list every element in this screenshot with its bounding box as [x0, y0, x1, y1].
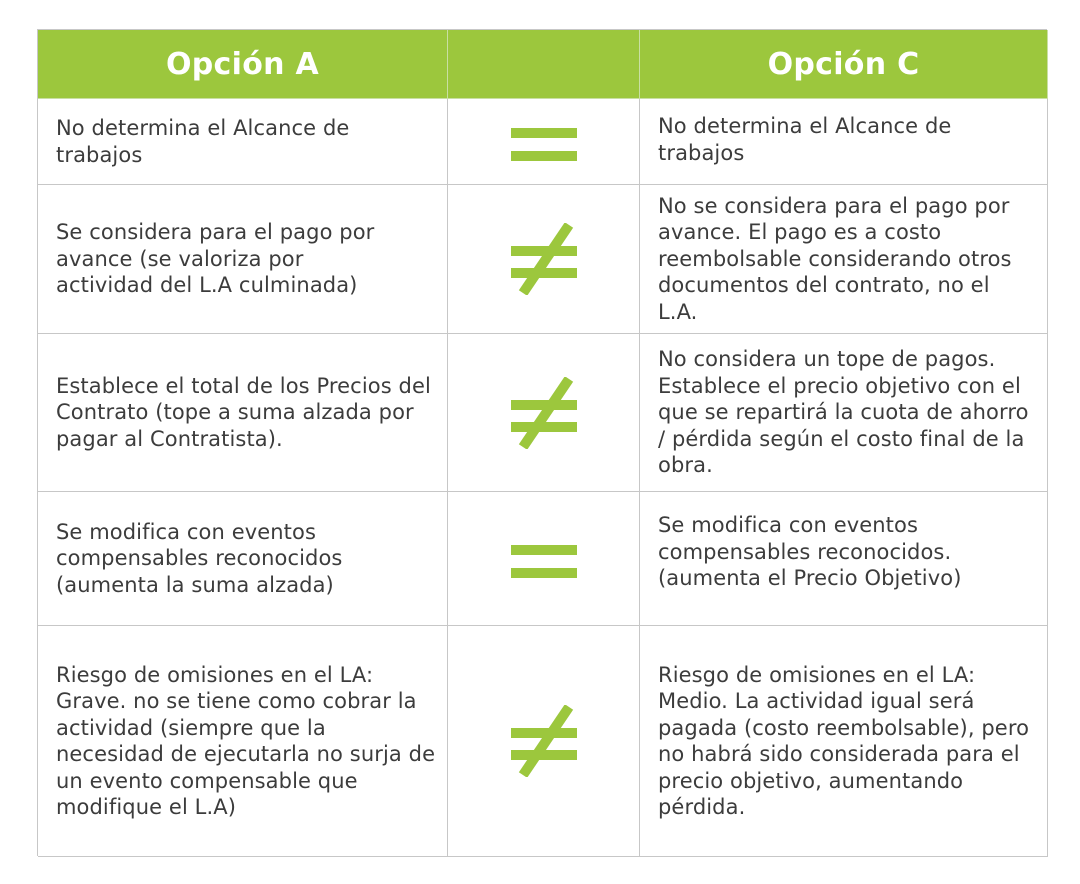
row-2-option-a	[38, 185, 448, 334]
row-3-option-c	[640, 334, 1048, 492]
row-1-option-a-text: No determina el Alcance de trabajos	[56, 116, 350, 167]
row-4-option-a-text: Se modifica con eventos compensables reconocidos (aumenta la suma alzada)	[56, 519, 343, 597]
row-2-comparison	[448, 185, 640, 334]
row-4-option-c	[640, 492, 1048, 626]
comparison-table	[37, 29, 1047, 856]
row-5-option-c	[640, 626, 1048, 857]
header-option-a-label: Opción A	[165, 46, 320, 82]
row-2-option-c-text: No se considera para el pago por avance. El pago es a costo reembolsable considerando otros documentos del contrato, no el L.A.	[658, 193, 1012, 324]
row-1-option-c-text: No determina el Alcance de trabajos	[658, 114, 952, 165]
not-equal-icon	[511, 377, 577, 449]
equals-icon	[511, 523, 577, 595]
row-5-comparison	[448, 626, 640, 857]
row-3-comparison	[448, 334, 640, 492]
row-4-option-a	[38, 492, 448, 626]
row-3-option-a-text: Establece el total de los Precios del Contrato (tope a suma alzada por pagar al Contratista).	[56, 373, 431, 451]
row-3-option-a	[38, 334, 448, 492]
row-2-option-c	[640, 185, 1048, 334]
not-equal-icon	[511, 223, 577, 295]
row-5-option-a-text: Riesgo de omisiones en el LA: Grave. no se tiene como cobrar la actividad (siempre que la necesidad de ejecutarla no surja de un evento compensable que modifique el L.A)	[56, 662, 436, 819]
row-3-option-c-text: No considera un tope de pagos. Establece el precio objetivo con el que se repartirá la cuota de ahorro / pérdida según el costo final de la obra.	[658, 347, 1029, 478]
header-option-a	[38, 30, 448, 99]
row-5-option-c-text: Riesgo de omisiones en el LA: Medio. La actividad igual será pagada (costo reembolsable), pero no habrá sido considerada para el precio objetivo, aumentando pérdida.	[658, 662, 1030, 819]
row-4-option-c-text: Se modifica con eventos compensables reconocidos. (aumenta el Precio Objetivo)	[658, 513, 962, 590]
not-equal-icon	[511, 705, 577, 777]
row-4-comparison	[448, 492, 640, 626]
row-2-option-a-text: Se considera para el pago por avance (se valoriza por actividad del L.A culminada)	[56, 220, 375, 298]
header-option-c-label: Opción C	[767, 46, 920, 82]
row-1-option-a	[38, 99, 448, 185]
header-option-c	[640, 30, 1048, 99]
header-symbol-column	[448, 30, 640, 99]
row-5-option-a	[38, 626, 448, 857]
equals-icon	[511, 106, 577, 178]
row-1-option-c	[640, 99, 1048, 185]
row-1-comparison	[448, 99, 640, 185]
